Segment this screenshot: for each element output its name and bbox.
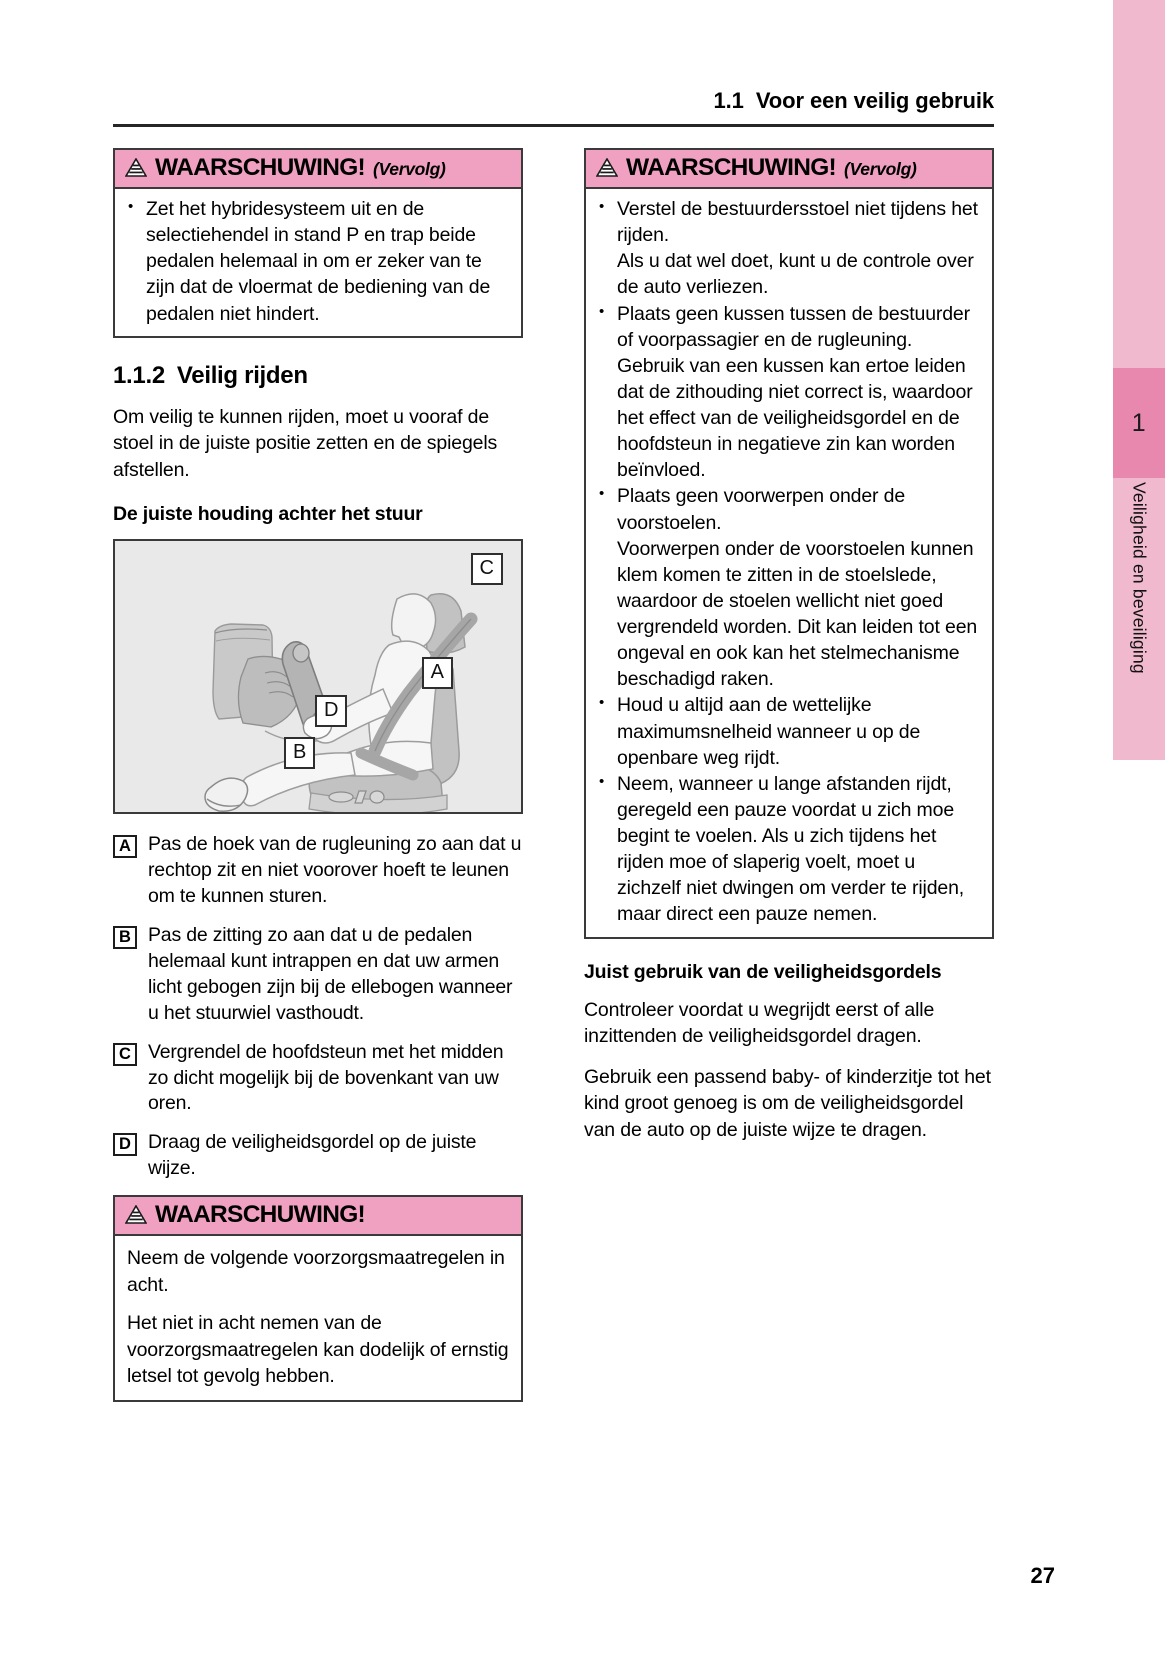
legend-item <box>113 832 523 910</box>
figure-legend-list <box>113 832 523 1182</box>
warning-bullet-text: • Verstel de bestuurdersstoel niet tijdens het rijden. <box>617 198 978 247</box>
legend-letter-a: A <box>113 835 137 858</box>
callout-b: B <box>284 737 315 769</box>
legend-letter-b: B <box>113 926 137 949</box>
driving-posture-illustration <box>113 539 523 814</box>
warning-bullet-text: • Zet het hybridesysteem uit en de selectiehendel in stand P en trap beide pedalen helemaal in om er zeker van te zijn dat de vloermat de bediening van de pedalen niet hindert. <box>146 198 491 325</box>
legend-text-d: Draag de veiligheidsgordel op de juiste wijze. <box>148 1131 477 1180</box>
page-number: 27 <box>1030 1563 1055 1588</box>
warning-bullet-sub: Als u dat wel doet, kunt u de controle over de auto verliezen. <box>617 250 974 299</box>
warning-triangle-icon <box>596 158 618 177</box>
warning-bullet-text: • Plaats geen voorwerpen onder de voorstoelen. <box>617 485 906 534</box>
warning-bullet-text: • Neem, wanneer u lange afstanden rijdt, geregeld een pauze voordat u zich moe begint te voelen. Als u zich tijdens het rijden moe of slaperig voelt, moet u zichzelf niet dwingen om verder te rijden, maar direct een pauze nemen. <box>617 772 965 926</box>
section-intro-paragraph: Om veilig te kunnen rijden, moet u vooraf de stoel in de juiste positie zetten en de spiegels afstellen. <box>113 405 498 481</box>
warning-bullet-text: • Houd u altijd aan de wettelijke maximumsnelheid wanneer u op de openbare weg rijdt. <box>617 694 921 769</box>
warning-bullet-list <box>124 196 511 327</box>
warning-title: WAARSCHUWING! <box>155 154 366 181</box>
callout-d: D <box>315 695 347 727</box>
warning-header <box>115 150 521 189</box>
callout-c: C <box>471 553 503 585</box>
warning-paragraph-1: Neem de volgende voorzorgsmaatregelen in acht. <box>127 1247 505 1296</box>
section-heading <box>113 362 523 390</box>
header-section-title: Voor een veilig gebruik <box>755 88 994 113</box>
warning-title: WAARSCHUWING! <box>626 154 837 181</box>
warning-bullet-item <box>124 196 511 327</box>
chapter-label-vertical <box>1113 478 1165 760</box>
warning-box-bottom-left <box>113 1195 523 1402</box>
figure-artwork <box>115 541 521 812</box>
warning-header <box>586 150 992 189</box>
warning-triangle-icon <box>125 158 147 177</box>
legend-item <box>113 1040 523 1118</box>
seatbelt-paragraph-1: Controleer voordat u wegrijdt eerst of alle inzittenden de veiligheidsgordel dragen. <box>584 998 935 1048</box>
legend-text-c: Vergrendel de hoofdsteun met het midden zo dicht mogelijk bij de bovenkant van uw oren. <box>148 1040 504 1115</box>
legend-letter-d: D <box>113 1133 137 1156</box>
legend-text-a: Pas de hoek van de rugleuning zo aan dat u rechtop zit en niet voorover hoeft te leunen om te kunnen sturen. <box>148 833 522 908</box>
left-column <box>113 148 523 1402</box>
subheading-posture: De juiste houding achter het stuur <box>113 503 423 526</box>
page-header <box>113 88 994 114</box>
legend-item <box>113 923 523 1027</box>
legend-letter-c: C <box>113 1043 137 1066</box>
warning-bullet-item <box>595 483 982 692</box>
warning-bullet-item <box>595 301 982 484</box>
warning-box-continued-left <box>113 148 523 338</box>
right-column <box>584 148 994 1157</box>
warning-bullet-list <box>595 196 982 928</box>
warning-bullet-item <box>595 771 982 928</box>
warning-continued-label: (Vervolg) <box>373 159 446 179</box>
warning-header <box>115 1197 521 1236</box>
warning-bullet-sub: Gebruik van een kussen kan ertoe leiden dat de zithouding niet correct is, waardoor het effect van de veiligheidsgordel en de hoofdsteun in negatieve zin kan worden beïnvloed. <box>617 354 973 482</box>
warning-body <box>115 1236 521 1400</box>
callout-a: A <box>422 657 453 689</box>
warning-triangle-icon <box>125 1205 147 1224</box>
legend-text-b: Pas de zitting zo aan dat u de pedalen helemaal kunt intrappen en dat uw armen licht gebogen zijn bij de ellebogen wanneer u het stuurwiel vasthoudt. <box>148 923 513 1024</box>
warning-title: WAARSCHUWING! <box>155 1201 366 1229</box>
warning-box-continued-right <box>584 148 994 939</box>
header-divider <box>113 124 994 127</box>
warning-bullet-sub: Voorwerpen onder de voorstoelen kunnen klem komen te zitten in de stoelslede, waardoor de stoelen wellicht niet goed vergrendeld worden. Dit kan leiden tot een ongeval en ook kan het stelmechanisme beschadigd raken. <box>617 537 978 691</box>
section-heading-number: 1.1.2 <box>113 361 165 389</box>
seatbelt-paragraph-2: Gebruik een passend baby- of kinderzitje tot het kind groot genoeg is om de veiligheidsgordel van de auto op de juiste wijze te dragen. <box>584 1065 991 1141</box>
chapter-number-badge <box>1113 368 1165 478</box>
warning-body <box>586 189 992 937</box>
chapter-number-text: 1 <box>1131 408 1147 437</box>
legend-item <box>113 1130 523 1182</box>
warning-bullet-item <box>595 196 982 301</box>
warning-bullet-text: • Plaats geen kussen tussen de bestuurder of voorpassagier en de rugleuning. <box>617 302 970 351</box>
warning-bullet-item <box>595 692 982 770</box>
warning-paragraph-2: Het niet in acht nemen van de voorzorgsmaatregelen kan dodelijk of ernstig letsel tot gevolg hebben. <box>127 1312 509 1388</box>
header-section-number: 1.1 <box>713 88 744 113</box>
chapter-label-text: Veiligheid en beveiliging <box>1129 482 1150 674</box>
warning-continued-label: (Vervolg) <box>844 159 917 179</box>
section-heading-title: Veilig rijden <box>176 361 308 389</box>
warning-body <box>115 189 521 336</box>
subheading-seatbelts: Juist gebruik van de veiligheidsgordels <box>584 960 942 983</box>
